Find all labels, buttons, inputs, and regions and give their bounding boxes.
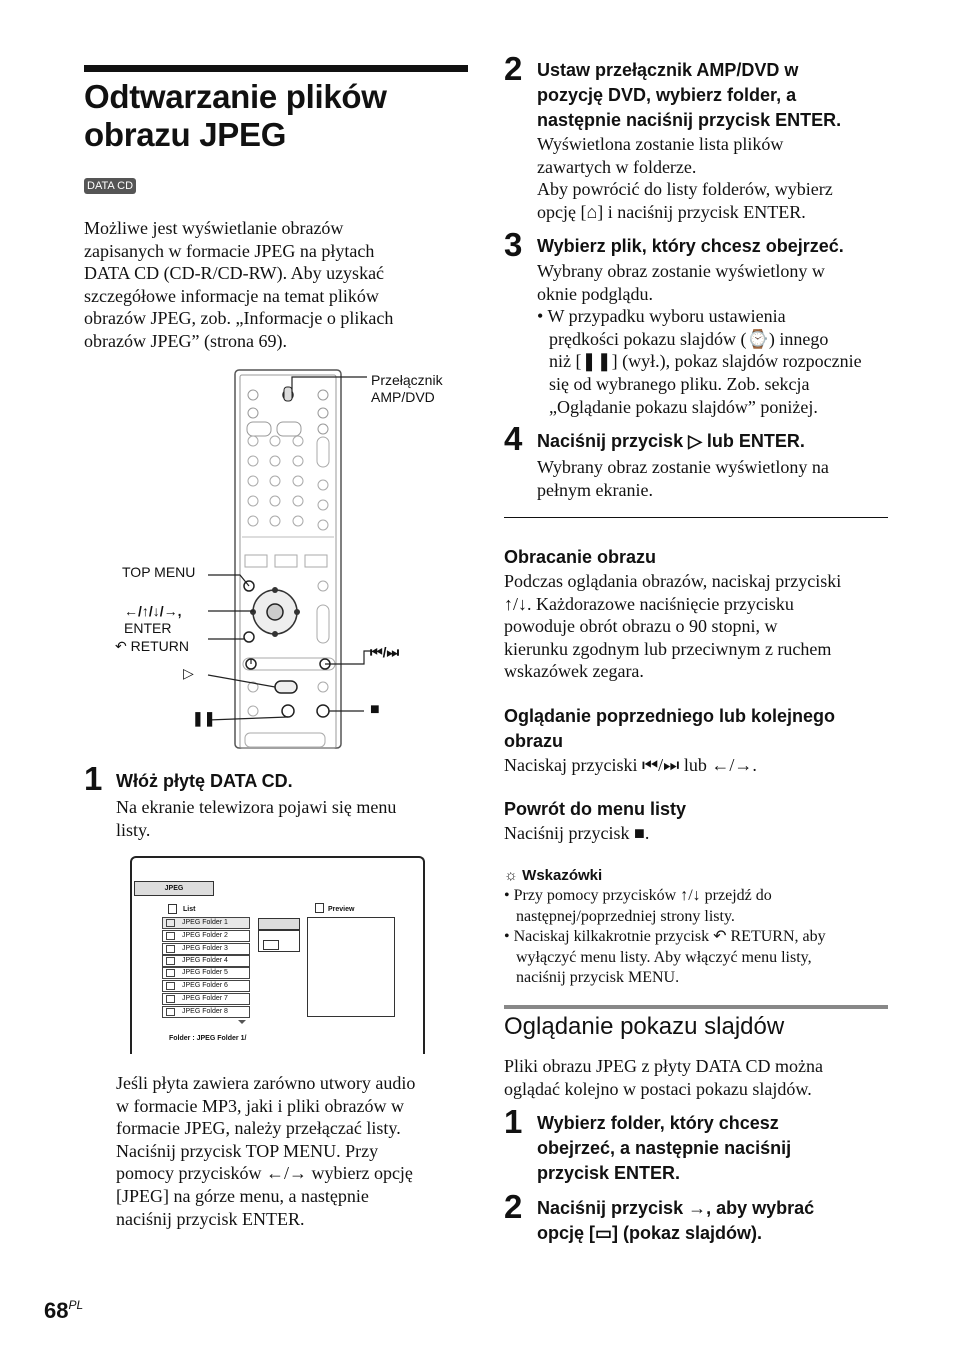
intro-paragraph [84,217,474,353]
step-3-text-line: oknie podglądu. [537,283,653,304]
step-4-number: 4 [504,420,523,457]
scroll-down-icon[interactable] [238,1020,246,1024]
paragraph-line: Naciśnij przycisk TOP MENU. Przy [116,1140,379,1161]
folder-list-item[interactable] [162,955,250,967]
intro-line: Możliwe jest wyświetlanie obrazów [84,218,344,238]
slideshow-step-2-heading [537,1196,897,1246]
step-4-text [537,456,897,501]
folder-icon [166,982,175,990]
list-label: List [183,906,196,913]
step-2-heading-line: następnie naciśnij przycisk ENTER. [537,110,842,130]
step-2-heading [537,58,897,133]
label-switch-line-1: Przełącznik [371,372,443,388]
step-3-bullet-line: się od wybranego pliku. Zob. sekcja [549,373,810,394]
slideshow-intro-line: oglądać kolejno w postaci pokazu slajdów. [504,1078,812,1099]
slideshow-step-2-line: Naciśnij przycisk →, aby wybrać [537,1198,815,1218]
label-arrows: ←/↑/↓/→, [124,603,182,619]
tips-block [504,866,894,989]
step-1-text-line: listy. [116,819,151,840]
step-3-text [537,260,897,418]
rotate-text [504,570,894,683]
label-return: ↶ RETURN [115,638,189,654]
folder-path: Folder : JPEG Folder 1/ [169,1035,247,1042]
tip-line: • Przy pomocy przycisków ↑/↓ przejdź do [504,887,772,904]
page-number [44,1298,83,1324]
paragraph-line: w formacie MP3, jaki i pliki obrazów w [116,1095,404,1116]
step-2-number: 2 [504,50,523,87]
preview-icon [315,903,324,913]
tip-line: następnej/poprzedniej strony listy. [516,907,735,925]
label-top-menu: TOP MENU [122,564,196,580]
folder-list-item[interactable] [162,930,250,942]
step-3-number: 3 [504,226,523,263]
step-2-heading-line: pozycję DVD, wybierz folder, a [537,85,797,105]
preview-window [307,917,395,1017]
rotate-heading: Obracanie obrazu [504,547,657,567]
folder-list-item[interactable] [162,993,250,1005]
step-2-text-line: zawartych w folderze. [537,156,697,177]
step-3-bullet-line: prędkości pokazu slajdów (⌚) innego [549,328,829,349]
step-4-heading: Naciśnij przycisk ▷ lub ENTER. [537,431,805,451]
lightbulb-icon: ☼ [504,867,518,884]
folder-name: JPEG Folder 5 [182,969,228,976]
page-title-line-2: obrazu JPEG [84,116,287,153]
tips-heading: Wskazówki [522,867,603,884]
folder-icon [166,945,175,953]
slideshow-step-1-line: przycisk ENTER. [537,1163,681,1183]
slideshow-speed-option[interactable] [258,930,300,952]
folder-list-item[interactable] [162,943,250,955]
folder-name: JPEG Folder 6 [182,982,228,989]
rotate-text-line: ↑/↓. Każdorazowe naciśnięcie przycisku [504,593,794,614]
folder-name: JPEG Folder 2 [182,932,228,939]
page-number-value: 68 [44,1298,69,1323]
list-switch-paragraph [116,1072,476,1230]
intro-line: zapisanych w formacie JPEG na płytach [84,240,375,261]
prevnext-heading-line: Oglądanie poprzedniego lub kolejnego [504,706,836,726]
step-1-text-line: Na ekranie telewizora pojawi się menu [116,797,397,817]
slideshow-step-1-line: Wybierz folder, który chcesz [537,1113,779,1133]
remote-control-illustration [120,365,460,750]
rotate-text-line: wskazówek zegara. [504,661,644,682]
label-prev-next: ⏮/⏭ [370,644,400,660]
slideshow-step-1-heading [537,1111,897,1186]
step-3-text-line: Wybrany obraz zostanie wyświetlony w [537,261,825,281]
step-3-bullet-line: • W przypadku wyboru ustawienia [537,306,786,327]
step-2-text-line: Wyświetlona zostanie lista plików [537,134,784,154]
page-title [84,78,474,154]
folder-icon [166,1008,175,1016]
section-rule [504,1005,888,1009]
label-enter: ENTER [124,620,172,636]
step-1-number: 1 [84,760,103,797]
page-title-line-1: Odtwarzanie plików [84,78,387,115]
step-1-heading: Włóż płytę DATA CD. [116,771,293,791]
title-rule [84,65,468,72]
label-play: ▷ [183,665,194,681]
folder-list-item[interactable] [162,1006,250,1018]
tip-line: naciśnij przycisk MENU. [516,969,680,986]
back-heading: Powrót do menu listy [504,799,687,819]
divider [504,517,888,518]
tv-screen-illustration [130,856,425,1054]
step-2-text-line: opcję [⌂] i naciśnij przycisk ENTER. [537,201,806,222]
folder-icon [166,957,175,965]
slideshow-step-2-number: 2 [504,1188,523,1225]
tips-list [504,886,894,989]
folder-icon [166,995,175,1003]
prevnext-heading-line: obrazu [504,731,564,751]
paragraph-line: [JPEG] na górze menu, a następnie [116,1185,369,1206]
step-4-text-line: pełnym ekranie. [537,479,653,500]
tip-line: • Naciskaj kilkakrotnie przycisk ↶ RETURN, aby [504,928,826,945]
folder-name: JPEG Folder 7 [182,995,228,1002]
paragraph-line: formacie JPEG, należy przełączać listy. [116,1118,401,1139]
intro-line: szczegółowe informacje na temat plików [84,285,379,306]
step-1-text [116,796,476,841]
paragraph-line: naciśnij przycisk ENTER. [116,1208,305,1229]
tip-line: wyłączyć menu listy. Aby włączyć menu listy, [516,948,812,966]
label-amp-dvd-switch [371,372,443,406]
folder-list-item[interactable] [162,917,250,929]
page-lang: PL [68,1298,84,1312]
intro-line: obrazów JPEG, zob. „Informacje o plikach [84,308,394,329]
folder-icon [166,969,175,977]
step-3-heading: Wybierz plik, który chcesz obejrzeć. [537,236,844,256]
folder-list-item[interactable] [162,980,250,992]
step-4-text-line: Wybrany obraz zostanie wyświetlony na [537,457,829,477]
folder-name: JPEG Folder 8 [182,1008,228,1015]
slideshow-intro [504,1055,894,1100]
intro-line: DATA CD (CD-R/CD-RW). Aby uzyskać [84,263,385,284]
rotate-text-line: Podczas oglądania obrazów, naciskaj przyciski [504,571,842,591]
list-icon [168,904,177,914]
step-3-bullet-line: „Oglądanie pokazu slajdów” poniżej. [549,396,818,417]
slideshow-option[interactable] [258,918,300,930]
label-stop: ■ [370,701,380,718]
paragraph-line: Jeśli płyta zawiera zarówno utwory audio [116,1073,416,1093]
prevnext-text: Naciskaj przyciski ⏮/⏭ lub ←/→. [504,755,757,775]
back-text: Naciśnij przycisk ■. [504,823,650,843]
intro-line: obrazów JPEG” (strona 69). [84,330,287,351]
label-switch-line-2: AMP/DVD [371,389,435,405]
preview-label: Preview [328,906,355,913]
folder-list-item[interactable] [162,967,250,979]
folder-name: JPEG Folder 1 [182,919,228,926]
rotate-text-line: powoduje obrót obrazu o 90 stopni, w [504,616,778,637]
step-2-text [537,133,897,223]
folder-icon [166,932,175,940]
slideshow-title: Oglądanie pokazu slajdów [504,1013,785,1040]
rotate-text-line: kierunku zgodnym lub przeciwnym z ruchem [504,638,832,659]
step-2-heading-line: Ustaw przełącznik AMP/DVD w [537,60,799,80]
slideshow-intro-line: Pliki obrazu JPEG z płyty DATA CD można [504,1056,824,1076]
label-pause: ❚❚ [192,710,216,726]
slideshow-step-1-line: obejrzeć, a następnie naciśnij [537,1138,792,1158]
step-3-bullet-line: niż [❚❚] (wył.), pokaz slajdów rozpocznie [549,351,862,372]
slideshow-step-1-number: 1 [504,1103,523,1140]
folder-name: JPEG Folder 3 [182,945,228,952]
slideshow-step-2-line: opcję [▭] (pokaz slajdów). [537,1223,763,1243]
data-cd-badge: DATA CD [84,178,136,194]
paragraph-line: pomocy przycisków ←/→ wybierz opcję [116,1163,413,1184]
prevnext-heading [504,704,894,754]
folder-icon [166,919,175,927]
folder-name: JPEG Folder 4 [182,957,228,964]
jpeg-tab: JPEG [134,881,214,896]
step-2-text-line: Aby powrócić do listy folderów, wybierz [537,179,833,200]
